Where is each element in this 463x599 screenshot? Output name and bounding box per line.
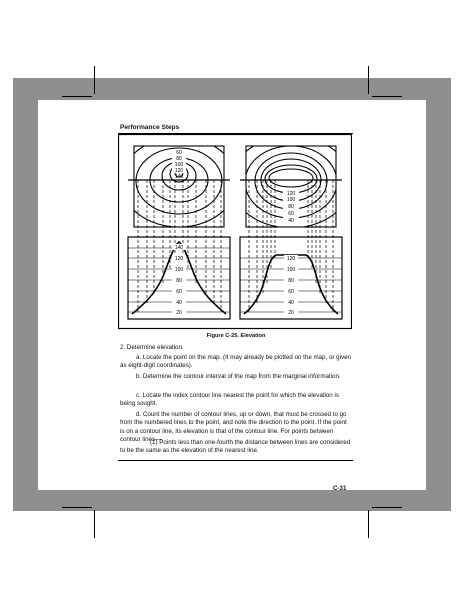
footer-rule xyxy=(118,460,353,461)
contour-label: 80 xyxy=(176,156,182,162)
contour-label: 100 xyxy=(174,162,184,168)
paragraph-d1: (1) Points less than one-fourth the distance between lines are considered to be the same as the elevation of the nearest line. xyxy=(120,439,351,455)
elevation-label: 100 xyxy=(174,267,184,273)
contour-label: 80 xyxy=(288,204,294,210)
elevation-label: 40 xyxy=(288,300,294,306)
elevation-label: 120 xyxy=(286,256,296,262)
crop-mark-top-right-h xyxy=(372,96,402,97)
elevation-label: 60 xyxy=(288,289,294,295)
elevation-label: 20 xyxy=(288,310,294,316)
section-header: Performance Steps xyxy=(120,124,180,131)
elevation-label: 80 xyxy=(176,278,182,284)
contour-label: 100 xyxy=(286,197,296,203)
crop-mark-bottom-left-v xyxy=(94,510,95,538)
crop-mark-bottom-right-v xyxy=(368,510,369,538)
contour-label: 60 xyxy=(176,150,182,156)
step-heading: 2. Determine elevation. xyxy=(120,344,184,351)
elevation-label: 120 xyxy=(174,256,184,262)
elevation-label: 40 xyxy=(176,300,182,306)
elevation-label: 20 xyxy=(176,310,182,316)
contour-label: 60 xyxy=(288,211,294,217)
paragraph-b: b. Determine the contour interval of the map from the marginal information. xyxy=(136,373,341,380)
contour-label: 120 xyxy=(174,168,184,174)
elevation-label: 60 xyxy=(176,289,182,295)
contour-label: 120 xyxy=(286,191,296,197)
elevation-figure xyxy=(118,134,352,330)
profile-peaked-hill xyxy=(128,237,230,319)
contour-label: 140 xyxy=(174,174,184,180)
page-number: C-31 xyxy=(333,485,347,492)
paragraph-c: c. Locate the index contour line nearest the point for which the elevation is being sought. xyxy=(120,392,339,408)
crop-mark-top-left-v xyxy=(94,66,95,94)
elevation-label: 140 xyxy=(174,245,184,251)
elevation-label: 80 xyxy=(288,278,294,284)
crop-mark-top-left-h xyxy=(62,96,92,97)
crop-mark-bottom-right-h xyxy=(372,507,402,508)
contour-label: 40 xyxy=(288,218,294,224)
paragraph-a: a. Locate the point on the map. (It may already be plotted on the map, or given as eight-digit coordinates). xyxy=(120,354,351,370)
elevation-label: 100 xyxy=(286,267,296,273)
profile-flat-hill xyxy=(240,237,342,319)
paragraph-d: d. Count the number of contour lines, up or down, that must be crossed to go from the numbered lines to the point, and note the direction to the point. If the point is on a contour line, its elevation is that of the contour line. For points between contour lines— xyxy=(120,411,347,444)
crop-mark-top-right-v xyxy=(368,66,369,94)
figure-caption: Figure C-25. Elevation xyxy=(206,333,266,339)
crop-mark-bottom-left-h xyxy=(62,507,92,508)
